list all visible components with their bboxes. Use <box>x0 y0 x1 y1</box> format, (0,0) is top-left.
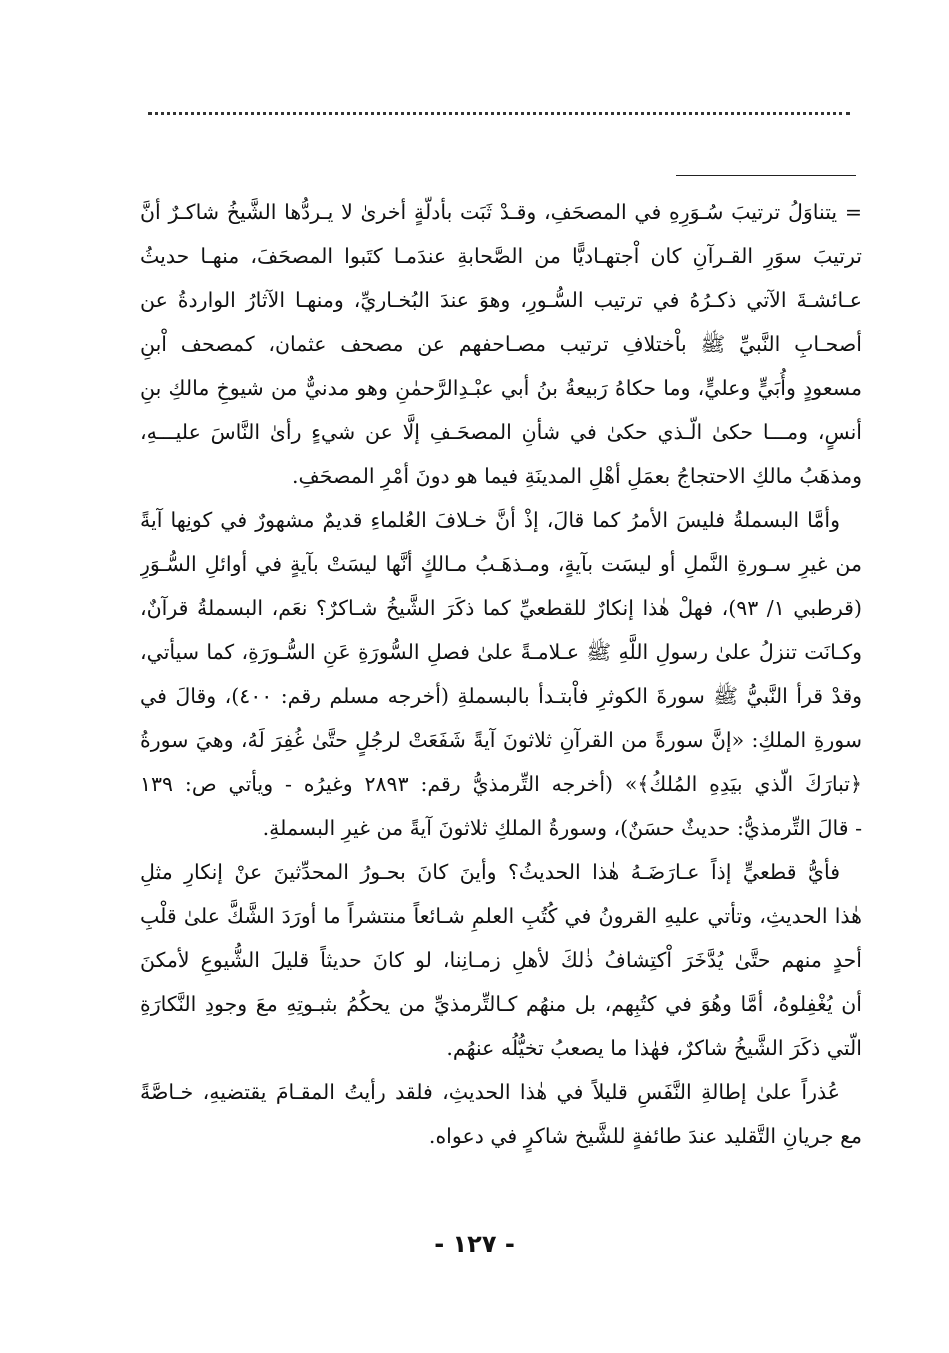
text-line: ومذهَبُ مالكِ الاحتجاجُ بعمَلِ أهْلِ المدينَةِ فيما هو دونَ أمْرِ المصحَفِ. <box>292 464 862 488</box>
text-line: ترتيبَ سوَرِ القـرآنِ كان اْجتهـاديًّا من الصَّحابةِ عندَمـا كتَبوا المصحَفَ، منهـا حديثُ <box>140 244 862 268</box>
text-line: مسعودٍ وأُبَيٍّ وعليٍّ، وما حكاهُ رَبيعةُ بنُ أبي عبْـدِالرَّحمٰنِ وهو مدنيٌّ من شيوخِ مالكِ بنِ <box>140 376 862 400</box>
text-line: وكـانَت تنزلُ علىٰ رسولِ اللَّهِ ﷺ عـلامـةً علىٰ فصلِ السُّورَةِ عَنِ السُّـورَةِ، كما سيأتي، <box>140 640 862 664</box>
text-line: عُذراً علىٰ إطالةِ النَّفَسِ قليلاً في هٰذا الحديثِ، فلقد رأيتُ المقـامَ يقتضيهِ، خـاصَّةً <box>140 1080 840 1104</box>
text-line: وقدْ قرأ النَّبيُّ ﷺ سورةَ الكوثرِ فاْبتـدأ بالبسملةِ (أخرجه مسلم رقم: ٤٠٠)، وقالَ في <box>140 684 862 708</box>
text-line: ﴿تبارَكَ الّذي بيَدِهِ المُلكُ﴾» (أخرجه التِّرمذيُّ رقم: ٢٨٩٣ وغيرُه - ويأتي ص: ١٣٩ <box>140 772 862 796</box>
text-line: وأمَّا البسملةُ فليسَ الأمرُ كما قالَ، إذْ أنَّ خـلافَ العُلماءِ قديمٌ مشهورٌ في كونِها آيةً <box>140 508 840 532</box>
text-line: أصحـابِ النَّبيِّ ﷺ باْختلافِ ترتيب مصـاحفهم عن مصحف عثمان، كمصحف اْبنِ <box>140 332 862 356</box>
text-line: أحدٍ منهم حتَّىٰ يُدَّخَرَ اْكتِشافُ ذٰلكَ لأهلِ زمـانِنا، لو كانَ حديثاً قليلَ الشُّيوعِ لأمكنَ <box>140 948 862 972</box>
text-line: فأيُّ قطعيٍّ إذاً عـارَضَـهُ هٰذا الحديثُ؟ وأينَ كانَ بحـورُ المحدِّثينَ عنْ إنكارِ مثلِ <box>140 860 840 884</box>
header-dotted-rule <box>148 112 850 115</box>
page-number: - ١٢٧ - <box>434 1230 515 1258</box>
text-line: سورةِ الملكِ: «إنَّ سورةً من القرآنِ ثلاثونَ آيةً شَفَعَتْ لرجُلٍ حتَّىٰ غُفِرَ لَهُ، وهيَ سورةُ <box>140 728 862 752</box>
text-line: = يتناوَلُ ترتيبَ سُـوَرِهِ في المصحَفِ، وقـدْ ثَبَت بأدلّةٍ أخرىٰ لا يـردُّها الشَّيخُ شاكـرٌ أنَّ <box>140 200 862 224</box>
text-line: هٰذا الحديثِ، وتأتي عليهِ القرونُ في كُتُبِ العلمِ شـائعاً منتشراً ما أورَدَ الشَّكَّ علىٰ قلْبِ <box>140 904 862 928</box>
text-line: الّتي ذكَرَ الشَّيخُ شاكرٌ، فهٰذا ما يصعبُ تخيُّلُه عنهُم. <box>446 1036 862 1060</box>
footnote-separator-rule <box>676 175 856 176</box>
text-line: مع جريانِ التَّقليد عندَ طائفةٍ للشَّيخ شاكرٍ في دعواه. <box>428 1124 862 1148</box>
text-line: (قرطبي ١/ ٩٣)، فهلْ هٰذا إنكارٌ للقطعيِّ كما ذكَرَ الشَّيخُ شـاكرٌ؟ نعَم، البسملةُ قرآنٌ، <box>140 596 862 620</box>
text-line: عـائشـةَ الآتي ذكـرُهُ في ترتيب السُّـورِ، وهوَ عندَ البُخـاريِّ، ومنهـا الآثارُ الواردةُ عن <box>140 288 862 312</box>
text-line: - قالَ التِّرمذيُّ: حديثٌ حسَنٌ)، وسورةُ الملكِ ثلاثونَ آيةً من غيرِ البسملةِ. <box>262 816 862 840</box>
footnote-text-block <box>140 190 862 1158</box>
text-line: أنسٍ، ومـــا حكىٰ الّـذي حكىٰ في شأنِ المصحَـفِ إلَّا عن شيءٍ رأىٰ النَّاسَ عليـــهِ، <box>140 420 862 444</box>
text-line: أن يُغْفِلوهُ، أمَّا وهُوَ في كتُبِهم، بل منهُم كـالتِّرمذيِّ من يحكُمُ بثبـوتِهِ معَ وجودِ النَّكارَةِ <box>140 992 862 1016</box>
text-line: من غيرِ سـورةِ النَّملِ أو ليسَت بآيةٍ، ومـذهَـبُ مـالكٍ أنَّها ليسَتْ بآيةٍ في أوائلِ السُّـوَرِ <box>140 552 862 576</box>
